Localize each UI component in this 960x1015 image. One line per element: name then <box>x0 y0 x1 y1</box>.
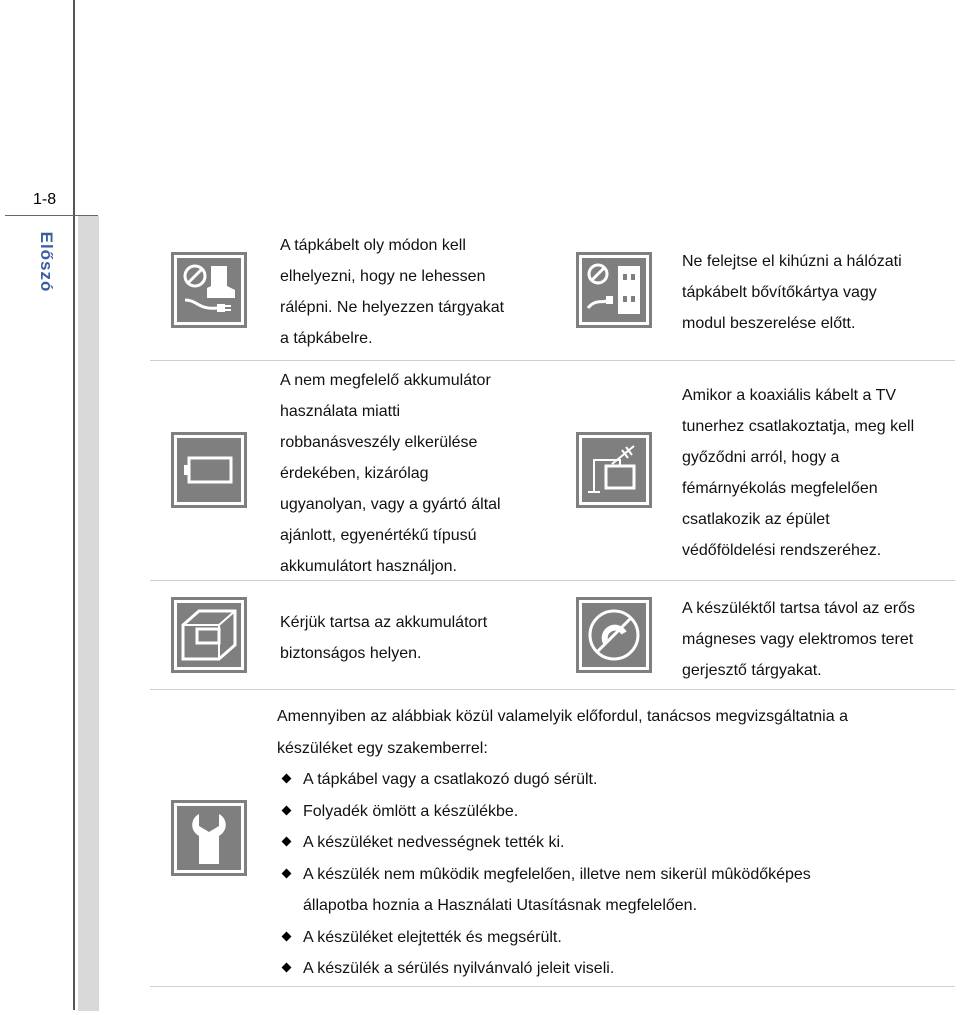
text-line: akkumulátort használjon. <box>280 558 457 575</box>
service-intro-line: Amennyiben az alábbiak közül valamelyik előfordul, tanácsos megvizsgáltatnia a <box>277 708 848 725</box>
no-magnet-icon <box>576 597 652 673</box>
power-cord-warning <box>280 230 504 354</box>
text-line: ugyanolyan, vagy a gyártó által <box>280 496 501 513</box>
text-line: A tápkábelt oly módon kell <box>280 237 466 254</box>
text-line: védőföldelési rendszeréhez. <box>682 542 882 559</box>
text-line: robbanásveszély elkerülése <box>280 434 478 451</box>
wrench-icon <box>171 800 247 876</box>
power-cord-no-step-icon <box>171 252 247 328</box>
text-line: Kérjük tartsa az akkumulátort <box>280 614 488 631</box>
coax-warning <box>682 380 914 566</box>
service-conditions-list <box>277 764 848 985</box>
battery-storage-note <box>280 607 487 669</box>
text-line: mágneses vagy elektromos teret <box>682 631 914 648</box>
sidebar-bar <box>78 216 99 1011</box>
battery-icon <box>171 432 247 508</box>
text-line: A nem megfelelő akkumulátor <box>280 372 491 389</box>
text-line: A készüléktől tartsa távol az erős <box>682 600 915 617</box>
battery-warning <box>280 365 501 582</box>
text-line: A készülék nem mûködik megfelelően, illetve nem sikerül mûködőképes <box>303 865 811 883</box>
row-divider <box>150 360 955 361</box>
tv-antenna-ground-icon <box>576 432 652 508</box>
list-item: A készüléket elejtették és megsérült. <box>277 922 848 954</box>
page-number: 1-8 <box>33 191 57 208</box>
margin-rule <box>73 0 75 1010</box>
list-item: Folyadék ömlött a készülékbe. <box>277 796 848 828</box>
text-line: tunerhez csatlakoztatja, meg kell <box>682 418 915 435</box>
text-line: használata miatti <box>280 403 401 420</box>
battery-box-icon <box>171 597 247 673</box>
text-line: Ne felejtse el kihúzni a hálózati <box>682 253 902 270</box>
list-item <box>277 859 848 922</box>
outlet-unplug-icon <box>576 252 652 328</box>
row-divider <box>150 580 955 581</box>
text-line: érdekében, kizárólag <box>280 465 429 482</box>
text-line: biztonságos helyen. <box>280 645 422 662</box>
row-divider <box>150 689 955 690</box>
text-line: gerjesztő tárgyakat. <box>682 662 822 679</box>
text-line: a tápkábelre. <box>280 330 373 347</box>
text-line: győződni arról, hogy a <box>682 449 840 466</box>
text-line: csatlakozik az épület <box>682 511 830 528</box>
text-line: ajánlott, egyenértékű típusú <box>280 527 477 544</box>
unplug-warning <box>682 246 902 339</box>
text-line: elhelyezni, hogy ne lehessen <box>280 268 486 285</box>
magnet-warning <box>682 593 915 686</box>
text-line: Amikor a koaxiális kábelt a TV <box>682 387 897 404</box>
row-divider <box>150 986 955 987</box>
section-title: Előszó <box>37 231 56 293</box>
list-item: A készülék a sérülés nyilvánvaló jeleit viseli. <box>277 953 848 985</box>
text-line: tápkábelt bővítőkártya vagy <box>682 284 877 301</box>
list-item: A tápkábel vagy a csatlakozó dugó sérült. <box>277 764 848 796</box>
text-line: fémárnyékolás megfelelően <box>682 480 878 497</box>
text-line: modul beszerelése előtt. <box>682 315 856 332</box>
list-item: A készüléket nedvességnek tették ki. <box>277 827 848 859</box>
service-intro-line: készüléket egy szakemberrel: <box>277 739 488 757</box>
header-rule <box>5 215 98 216</box>
service-section <box>277 701 848 985</box>
text-line: állapotba hoznia a Használati Utasításnak megfelelően. <box>303 897 698 914</box>
text-line: rálépni. Ne helyezzen tárgyakat <box>280 299 505 316</box>
